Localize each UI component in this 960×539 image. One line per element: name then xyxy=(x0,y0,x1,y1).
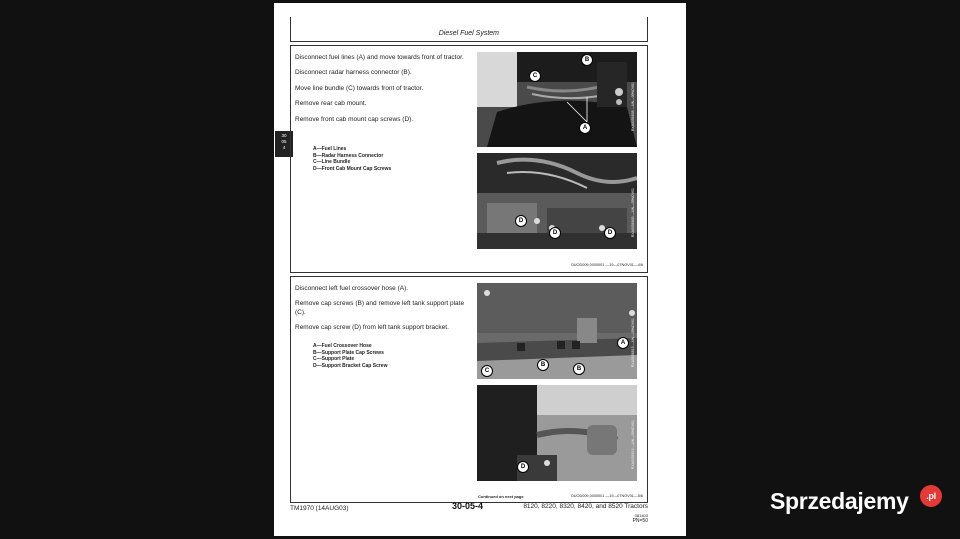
watermark-text: Sprzedajemy xyxy=(770,488,909,514)
callout-d: D xyxy=(604,227,616,239)
footer-manual-id: TM1970 (14AUG03) xyxy=(290,505,349,512)
procedure-section-2 xyxy=(290,276,648,503)
photo-code: RXA0056808 —UN—09NOV01 xyxy=(631,82,635,132)
callout-b: B xyxy=(573,363,585,375)
tab-line-2: 05 xyxy=(281,139,287,144)
callout-a: A xyxy=(579,122,591,134)
legend-2 xyxy=(313,343,387,369)
instructions-2 xyxy=(295,285,473,339)
photo-support-bracket-graphic xyxy=(477,385,637,481)
callout-b: B xyxy=(581,54,593,66)
callout-d: D xyxy=(517,461,529,473)
page-header xyxy=(290,17,648,42)
photo-fuel-lines xyxy=(477,52,637,147)
footer-pn: PN=50 xyxy=(632,518,648,524)
photo-code: RXA0056813 —UN—09NOV01 xyxy=(631,318,635,368)
instruction: Disconnect left fuel crossover hose (A). xyxy=(295,285,409,292)
callout-c: C xyxy=(529,70,541,82)
footer-date-code: 081403 xyxy=(634,513,648,518)
legend-item: D—Support Bracket Cap Screw xyxy=(313,362,388,369)
instructions-1 xyxy=(295,54,473,131)
watermark-logo xyxy=(770,488,936,515)
instruction: Disconnect fuel lines (A) and move towards front of tractor. xyxy=(295,54,464,61)
photo-cab-mount xyxy=(477,153,637,249)
reference-code: OUOD009,0000001 —19—07NOV01—4/6 xyxy=(570,263,643,267)
tab-line-3: 4 xyxy=(282,145,286,150)
legend-item: C—Line Bundle xyxy=(313,159,351,165)
photo-code: RXA0056803 —UN—09NOV01 xyxy=(631,188,635,238)
instruction: Disconnect radar harness connector (B). xyxy=(295,69,412,77)
callout-d: D xyxy=(515,215,527,227)
manual-page xyxy=(274,3,686,536)
legend-item: B—Support Plate Cap Screws xyxy=(313,349,384,356)
instruction: Remove rear cab mount. xyxy=(295,100,367,108)
legend-item: B—Radar Harness Connector xyxy=(313,152,384,159)
legend-item: A—Fuel Crossover Hose xyxy=(313,343,372,349)
instruction: Remove cap screws (B) and remove left tank support plate (C). xyxy=(295,300,465,316)
legend-item: D—Front Cab Mount Cap Screws xyxy=(313,165,392,172)
instruction: Remove cap screw (D) from left tank support bracket. xyxy=(295,323,449,331)
instruction: Remove front cab mount cap screws (D). xyxy=(295,115,414,123)
procedure-section-1 xyxy=(290,45,648,273)
footer-page-number: 30-05-4 xyxy=(452,501,484,511)
legend-item: A—Fuel Lines xyxy=(313,146,347,152)
photo-support-bracket xyxy=(477,385,637,481)
reference-code: OUOD009,0000001 —19—07NOV01—5/6 xyxy=(570,494,643,498)
photo-support-plate-graphic xyxy=(477,283,637,379)
photo-fuel-lines-graphic xyxy=(477,52,637,147)
legend-1 xyxy=(313,146,391,172)
footer-model-list: 8120, 8220, 8320, 8420, and 8520 Tractors xyxy=(523,503,648,510)
legend-item: C—Support Plate xyxy=(313,356,355,362)
tab-line-1: 30 xyxy=(281,133,287,138)
callout-c: C xyxy=(481,365,493,377)
header-title: Diesel Fuel System xyxy=(438,30,499,37)
watermark-suffix: .pl xyxy=(920,485,942,507)
photo-support-plate xyxy=(477,283,637,379)
callout-b: B xyxy=(537,359,549,371)
callout-d: D xyxy=(549,227,561,239)
continued-note: Continued on next page xyxy=(478,494,524,499)
photo-code: RXA0056815 —UN—09NOV01 xyxy=(631,420,635,470)
instruction: Move line bundle (C) towards front of tractor. xyxy=(295,84,424,92)
callout-a: A xyxy=(617,337,629,349)
